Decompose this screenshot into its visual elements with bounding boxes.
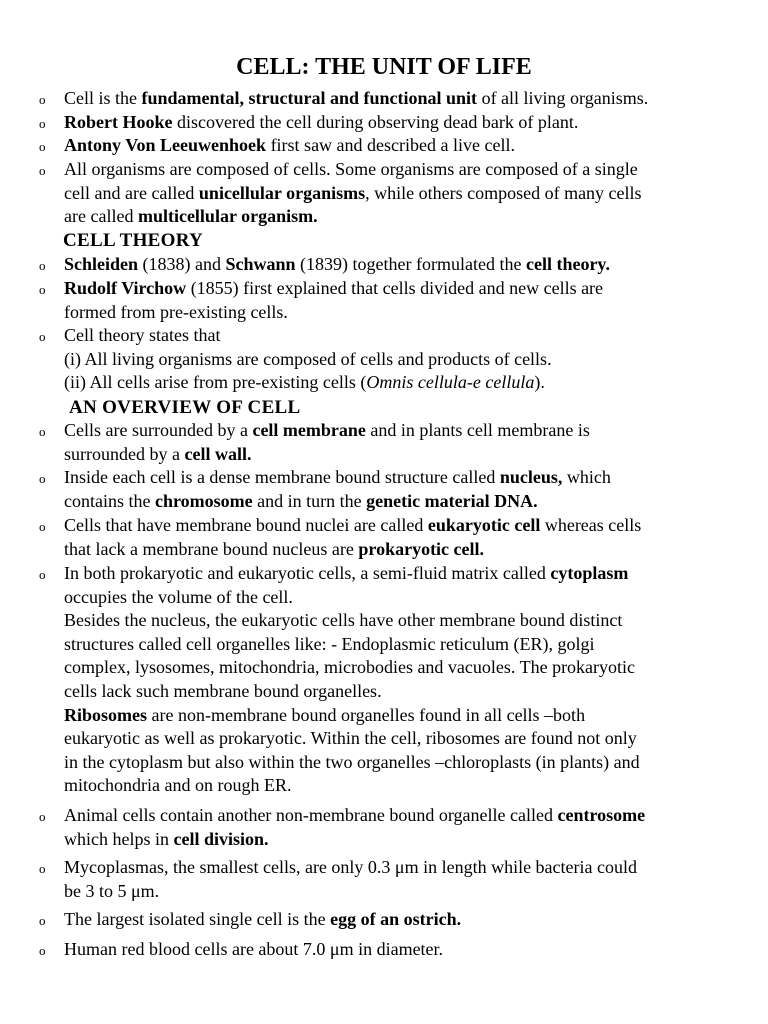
bold-term: cell wall. <box>184 443 252 464</box>
bold-term: Ribosomes <box>64 704 148 725</box>
text-line <box>64 301 724 325</box>
text-line <box>64 727 724 751</box>
text-run: The largest isolated single cell is the <box>64 909 331 929</box>
list-item-text <box>64 804 724 851</box>
text-line <box>64 419 724 443</box>
text-run: All organisms are composed of cells. Some organisms are composed of a single <box>64 159 638 179</box>
list-item-text <box>64 111 724 135</box>
text-run: be 3 to 5 μm. <box>64 880 160 901</box>
text-run: , while others composed of many cells <box>365 182 642 203</box>
text-run: (1839) together formulated the <box>295 254 526 274</box>
bold-term: Schwann <box>225 254 296 274</box>
text-run: Cell theory states that <box>64 325 221 345</box>
bold-term: Robert Hooke <box>64 112 173 132</box>
text-run: Besides the nucleus, the eukaryotic cells have other membrane bound distinct <box>64 610 623 631</box>
text-line <box>64 609 724 633</box>
text-run: In both prokaryotic and eukaryotic cells, a semi-fluid matrix called <box>64 563 551 583</box>
text-line <box>64 466 724 490</box>
text-run: discovered the cell during observing dead bark of plant. <box>172 112 579 132</box>
text-run: Mycoplasmas, the smallest cells, are only 0.3 μm in length while bacteria could <box>64 857 638 877</box>
text-line <box>64 87 724 111</box>
text-line <box>64 586 724 610</box>
bullet-icon: o <box>39 519 46 534</box>
bullet-icon: o <box>39 809 46 824</box>
bullet-icon: o <box>39 424 46 439</box>
bold-term: fundamental, structural and functional unit <box>141 88 478 108</box>
text-line <box>64 656 724 680</box>
italic-term: Omnis cellula-e cellula <box>366 372 535 393</box>
bold-term: genetic material DNA. <box>366 490 538 511</box>
bold-term: cell theory. <box>525 254 610 274</box>
text-run: and in plants cell membrane is <box>365 420 590 440</box>
text-line <box>64 253 724 277</box>
text-run: are called <box>64 206 138 227</box>
text-line <box>64 704 724 728</box>
text-run: Cells are surrounded by a <box>64 420 253 440</box>
text-run: Human red blood cells are about 7.0 μm in diameter. <box>64 939 444 959</box>
text-run: Animal cells contain another non-membrane bound organelle called <box>64 805 558 825</box>
bold-term: cell division. <box>173 828 269 849</box>
text-run: occupies the volume of the cell. <box>64 586 293 607</box>
text-run: (1855) first explained that cells divided and new cells are <box>186 278 604 298</box>
text-line <box>64 205 724 229</box>
text-run: which helps in <box>64 828 174 849</box>
bold-term: centrosome <box>557 805 646 825</box>
bullet-icon: o <box>39 471 46 486</box>
list-item-text <box>64 938 724 962</box>
text-run: contains the <box>64 490 155 511</box>
text-line <box>64 348 724 372</box>
text-line <box>64 633 724 657</box>
text-line <box>64 371 724 395</box>
page-title: CELL: THE UNIT OF LIFE <box>236 54 532 80</box>
list-item-text <box>64 324 724 395</box>
list-item-text <box>64 158 724 229</box>
text-run: ). <box>534 372 545 393</box>
text-run: mitochondria and on rough ER. <box>64 775 292 796</box>
bullet-icon: o <box>39 861 46 876</box>
text-line <box>64 490 724 514</box>
text-line <box>64 111 724 135</box>
bold-term: multicellular organism. <box>137 206 318 227</box>
text-run: and in turn the <box>252 490 367 511</box>
text-line <box>64 277 724 301</box>
text-line <box>64 158 724 182</box>
text-line <box>64 880 724 904</box>
text-line <box>64 856 724 880</box>
list-item-text <box>64 419 724 466</box>
text-line <box>64 443 724 467</box>
text-run: that lack a membrane bound nucleus are <box>64 538 359 559</box>
list-item-text <box>64 253 724 277</box>
text-line <box>64 680 724 704</box>
text-run: cells lack such membrane bound organelles. <box>64 680 382 701</box>
bold-term: Schleiden <box>64 254 139 274</box>
text-run: complex, lysosomes, mitochondria, microbodies and vacuoles. The prokaryotic <box>64 657 636 678</box>
text-line <box>64 751 724 775</box>
text-line <box>64 828 724 852</box>
bold-term: egg of an ostrich. <box>330 909 462 929</box>
bullet-icon: o <box>39 913 46 928</box>
text-run: (1838) and <box>138 254 226 274</box>
text-run: Cell is the <box>64 88 142 108</box>
list-item-text <box>64 514 724 561</box>
text-line <box>64 774 724 798</box>
text-run: formed from pre-existing cells. <box>64 301 288 322</box>
text-line <box>64 324 724 348</box>
text-line <box>64 134 724 158</box>
bold-term: Rudolf Virchow <box>64 278 187 298</box>
text-line <box>64 938 724 962</box>
bullet-icon: o <box>39 163 46 178</box>
text-line <box>64 562 724 586</box>
bullet-icon: o <box>39 258 46 273</box>
text-run: Cells that have membrane bound nuclei are called <box>64 515 428 535</box>
bold-term: eukaryotic cell <box>427 515 541 535</box>
text-run: in the cytoplasm but also within the two organelles –chloroplasts (in plants) and <box>64 751 640 772</box>
bullet-icon: o <box>39 943 46 958</box>
bold-term: cell membrane <box>252 420 366 440</box>
text-run: eukaryotic as well as prokaryotic. Within the cell, ribosomes are found not only <box>64 728 637 749</box>
bullet-icon: o <box>39 139 46 154</box>
bullet-icon: o <box>39 567 46 582</box>
text-run: are non-membrane bound organelles found in all cells –both <box>147 704 586 725</box>
list-item-text <box>64 134 724 158</box>
text-run: first saw and described a live cell. <box>266 135 515 155</box>
text-line <box>64 908 724 932</box>
section-heading-overview: AN OVERVIEW OF CELL <box>69 397 301 418</box>
bold-term: Antony Von Leeuwenhoek <box>64 135 267 155</box>
text-line <box>64 538 724 562</box>
text-run: whereas cells <box>540 515 642 535</box>
text-run: (i) All living organisms are composed of cells and products of cells. <box>64 348 552 369</box>
text-run: which <box>562 467 611 487</box>
text-run: Inside each cell is a dense membrane bound structure called <box>64 467 500 487</box>
text-line <box>64 182 724 206</box>
text-line <box>64 514 724 538</box>
bullet-icon: o <box>39 329 46 344</box>
bold-term: nucleus, <box>499 467 563 487</box>
bold-term: chromosome <box>154 490 253 511</box>
bullet-icon: o <box>39 116 46 131</box>
bullet-icon: o <box>39 282 46 297</box>
text-run: structures called cell organelles like: - Endoplasmic reticulum (ER), golgi <box>64 633 595 654</box>
bold-term: unicellular organisms <box>198 182 366 203</box>
text-run: (ii) All cells arise from pre-existing cells ( <box>64 372 367 393</box>
text-run: cell and are called <box>64 182 199 203</box>
list-item-text <box>64 908 724 932</box>
section-heading-cell-theory: CELL THEORY <box>63 230 204 251</box>
text-run: of all living organisms. <box>477 88 649 108</box>
list-item-text <box>64 87 724 111</box>
bold-term: prokaryotic cell. <box>358 538 485 559</box>
text-run: surrounded by a <box>64 443 185 464</box>
list-item-text <box>64 466 724 513</box>
bullet-icon: o <box>39 92 46 107</box>
text-line <box>64 804 724 828</box>
bold-term: cytoplasm <box>550 563 629 583</box>
list-item-text <box>64 277 724 324</box>
list-item-text <box>64 856 724 903</box>
list-item-text <box>64 562 724 798</box>
